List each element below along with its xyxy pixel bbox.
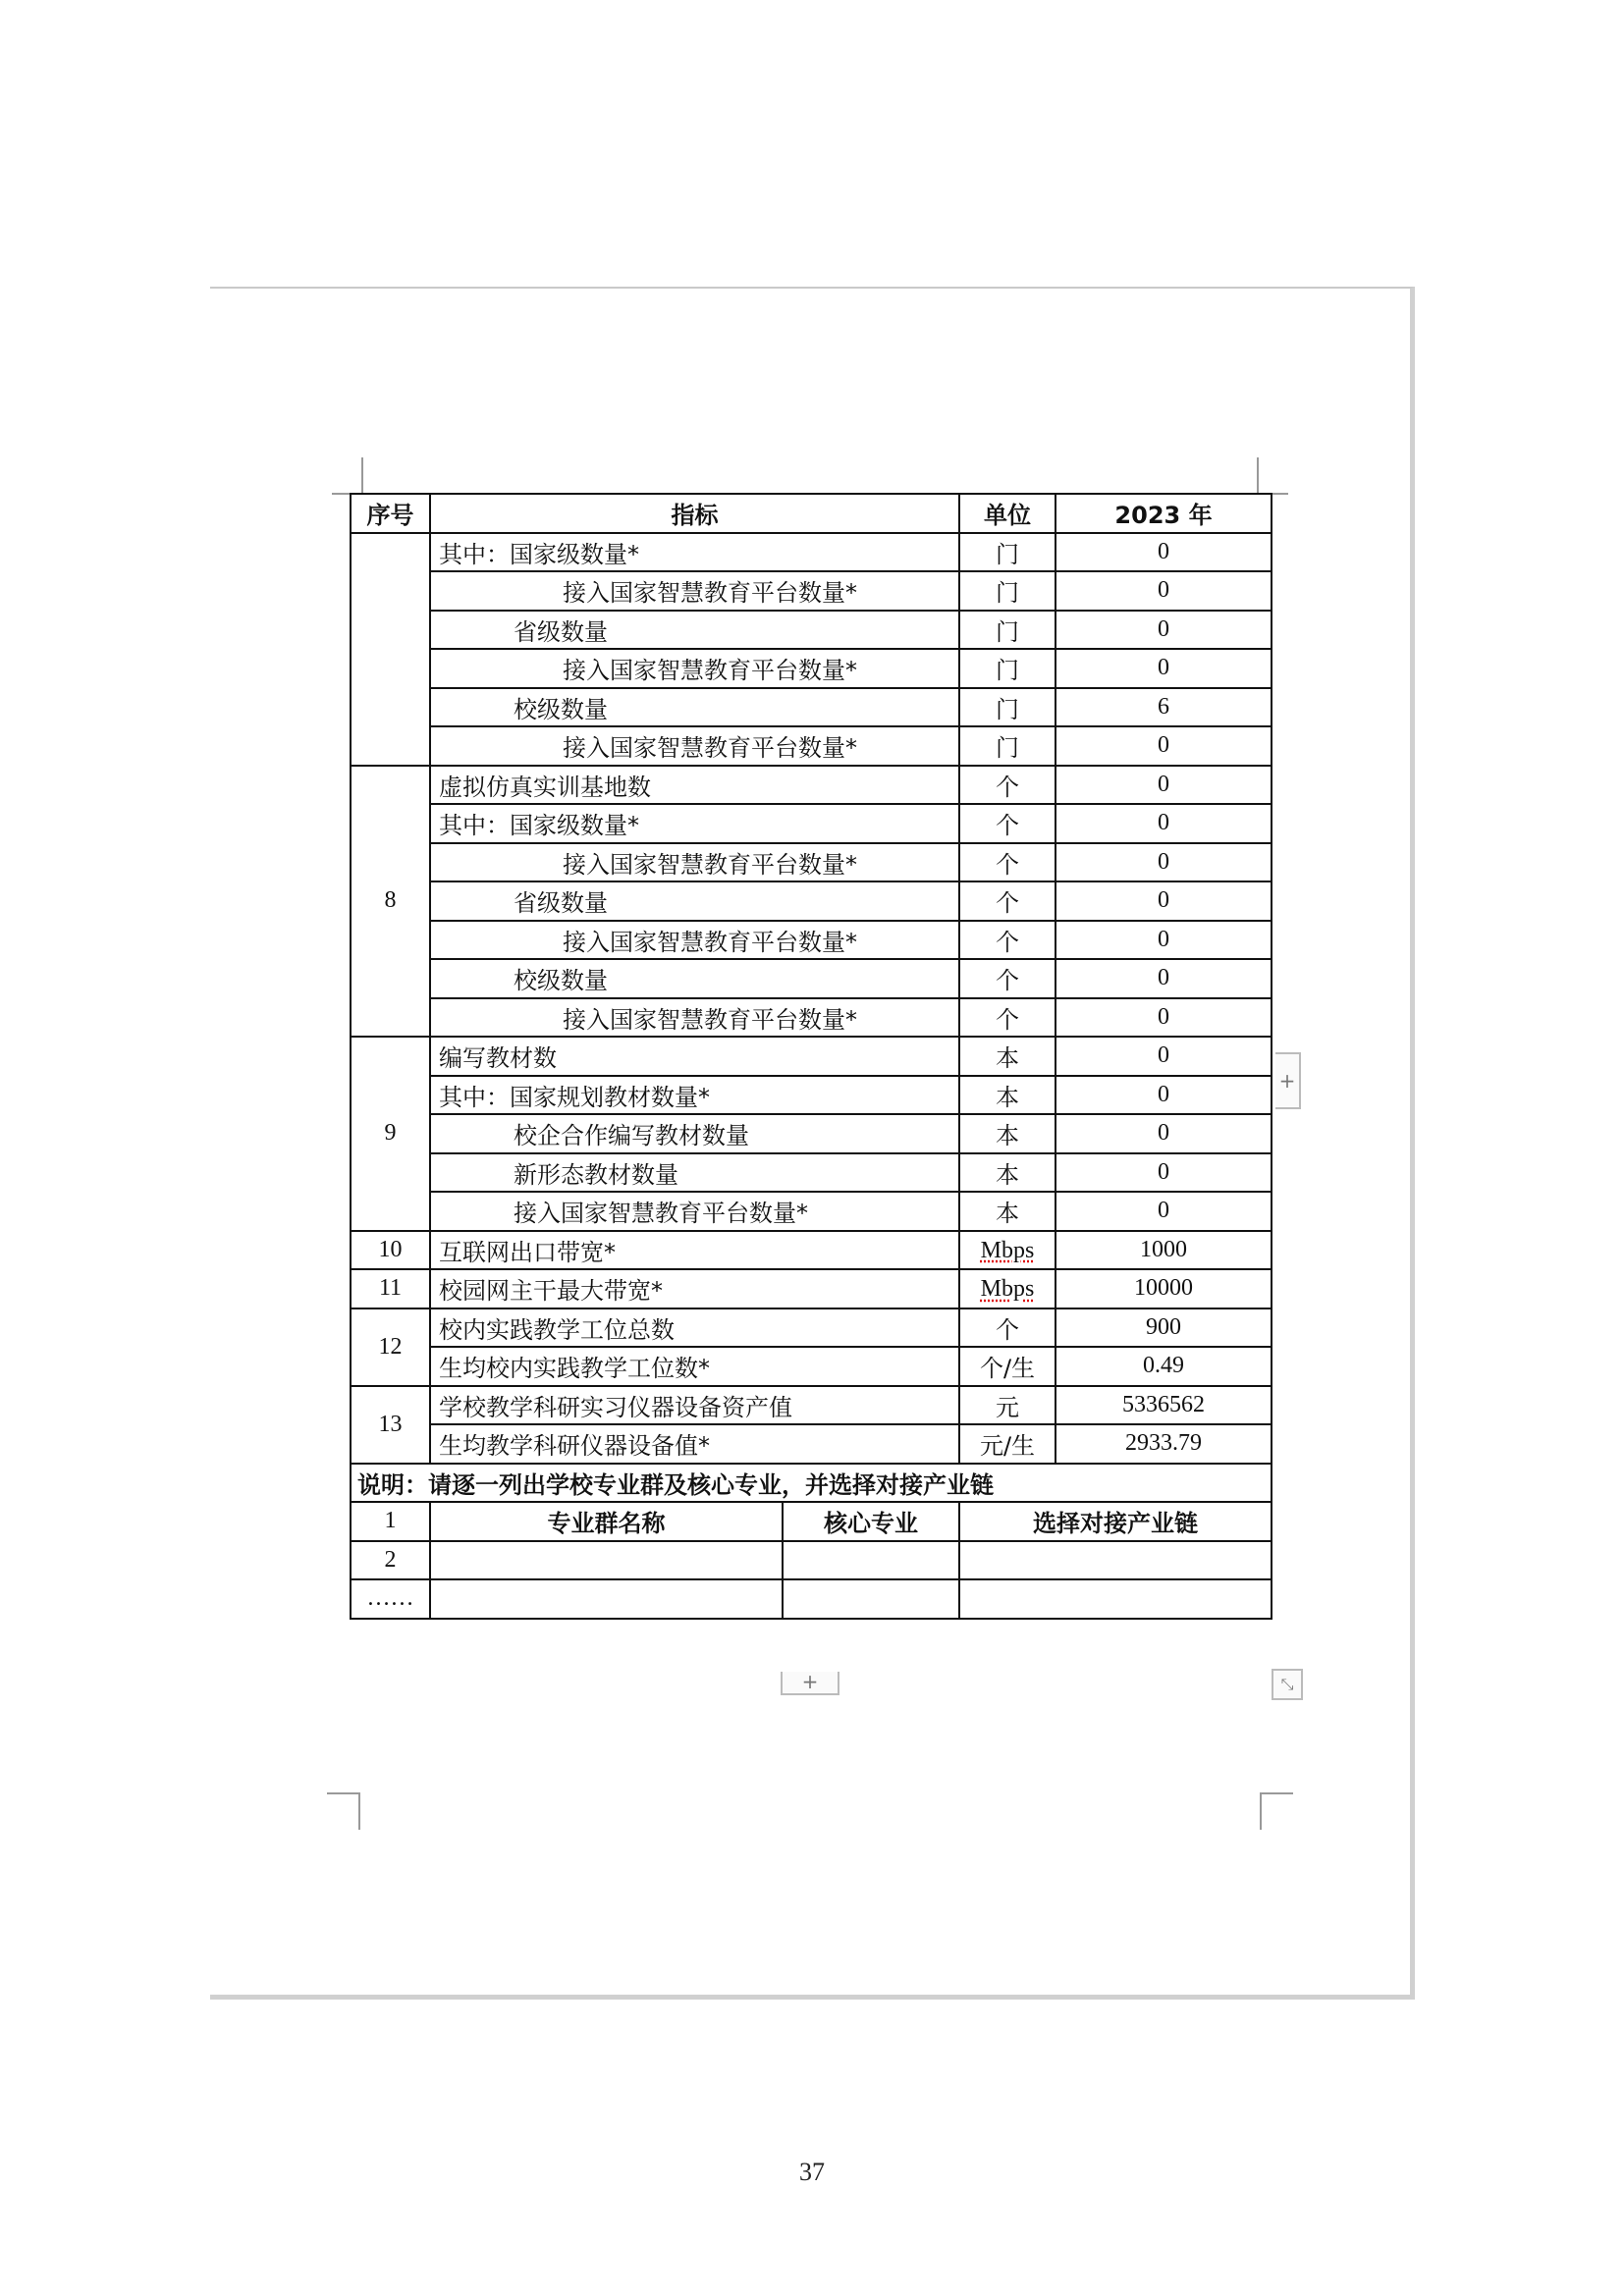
table-row [351, 533, 1272, 572]
value-cell[interactable]: 0 [1056, 1076, 1272, 1115]
add-column-button[interactable]: + [1275, 1052, 1301, 1109]
indicator-cell[interactable]: 省级数量 [430, 611, 959, 650]
seq-cell: 10 [351, 1231, 430, 1270]
unit-cell[interactable]: 门 [959, 533, 1056, 572]
indicator-cell[interactable]: 接入国家智慧教育平台数量* [430, 843, 959, 882]
table-row [351, 1114, 1272, 1153]
empty-cell[interactable] [430, 1579, 783, 1619]
table-header-row [351, 494, 1272, 533]
seq-cell: …… [351, 1579, 430, 1619]
unit-cell[interactable]: 个 [959, 804, 1056, 843]
seq-cell: 9 [351, 1037, 430, 1231]
empty-cell[interactable] [783, 1579, 959, 1619]
empty-cell[interactable] [430, 1541, 783, 1580]
seq-cell [351, 533, 430, 766]
value-cell[interactable]: 0 [1056, 611, 1272, 650]
indicator-cell[interactable]: 校级数量 [430, 688, 959, 727]
indicator-cell[interactable]: 新形态教材数量 [430, 1153, 959, 1193]
value-cell[interactable]: 0 [1056, 959, 1272, 998]
unit-cell[interactable] [959, 1231, 1056, 1270]
table-row [351, 1269, 1272, 1308]
indicator-cell[interactable]: 校内实践教学工位总数 [430, 1308, 959, 1348]
header-indicator: 指标 [430, 494, 959, 533]
indicator-cell[interactable]: 互联网出口带宽* [430, 1231, 959, 1270]
seq-cell: 8 [351, 766, 430, 1038]
unit-cell[interactable]: 个 [959, 766, 1056, 805]
indicator-cell[interactable]: 生均教学科研仪器设备值* [430, 1424, 959, 1464]
page-number: 37 [799, 2158, 825, 2186]
value-cell[interactable]: 5336562 [1056, 1386, 1272, 1425]
value-cell[interactable]: 0 [1056, 804, 1272, 843]
unit-cell[interactable]: 个 [959, 921, 1056, 960]
value-cell[interactable]: 0 [1056, 533, 1272, 572]
indicator-cell[interactable]: 生均校内实践教学工位数* [430, 1347, 959, 1386]
unit-text: Mbps [980, 1237, 1035, 1263]
indicator-cell[interactable]: 编写教材数 [430, 1037, 959, 1076]
empty-cell[interactable] [959, 1541, 1272, 1580]
unit-cell[interactable]: 本 [959, 1037, 1056, 1076]
value-cell[interactable]: 0 [1056, 649, 1272, 688]
value-cell[interactable]: 0 [1056, 1037, 1272, 1076]
empty-cell[interactable] [959, 1579, 1272, 1619]
unit-cell[interactable]: 门 [959, 726, 1056, 766]
value-cell[interactable]: 0 [1056, 881, 1272, 921]
unit-cell[interactable]: 元 [959, 1386, 1056, 1425]
table-row [351, 1037, 1272, 1076]
table-row [351, 1153, 1272, 1193]
sub-table-row [351, 1541, 1272, 1580]
empty-cell[interactable] [783, 1541, 959, 1580]
indicator-cell[interactable]: 虚拟仿真实训基地数 [430, 766, 959, 805]
unit-cell[interactable]: 元/生 [959, 1424, 1056, 1464]
indicator-table [350, 493, 1272, 1620]
value-cell[interactable]: 0 [1056, 843, 1272, 882]
indicator-cell[interactable]: 其中：国家规划教材数量* [430, 1076, 959, 1115]
value-cell[interactable]: 1000 [1056, 1231, 1272, 1270]
value-cell[interactable]: 0 [1056, 998, 1272, 1038]
table-row [351, 881, 1272, 921]
table-row [351, 571, 1272, 611]
header-unit: 单位 [959, 494, 1056, 533]
indicator-cell[interactable]: 接入国家智慧教育平台数量* [430, 921, 959, 960]
indicator-cell[interactable]: 其中：国家级数量* [430, 533, 959, 572]
table-row [351, 1386, 1272, 1425]
seq-cell: 2 [351, 1541, 430, 1580]
table-row [351, 959, 1272, 998]
unit-cell[interactable]: 本 [959, 1076, 1056, 1115]
indicator-cell[interactable]: 接入国家智慧教育平台数量* [430, 571, 959, 611]
table-row [351, 804, 1272, 843]
table-row [351, 1424, 1272, 1464]
indicator-cell[interactable]: 校企合作编写教材数量 [430, 1114, 959, 1153]
indicator-cell[interactable]: 接入国家智慧教育平台数量* [430, 726, 959, 766]
unit-cell[interactable]: 本 [959, 1192, 1056, 1231]
table-resize-handle[interactable]: ⤡ [1272, 1669, 1303, 1700]
table-row [351, 766, 1272, 805]
value-cell[interactable]: 0 [1056, 726, 1272, 766]
header-seq: 序号 [351, 494, 430, 533]
value-cell[interactable]: 0.49 [1056, 1347, 1272, 1386]
value-cell[interactable]: 0 [1056, 571, 1272, 611]
indicator-cell[interactable]: 校级数量 [430, 959, 959, 998]
value-cell[interactable]: 2933.79 [1056, 1424, 1272, 1464]
unit-cell[interactable]: 个/生 [959, 1347, 1056, 1386]
unit-cell[interactable]: 门 [959, 611, 1056, 650]
indicator-cell[interactable]: 接入国家智慧教育平台数量* [430, 649, 959, 688]
seq-cell: 11 [351, 1269, 430, 1308]
table-row [351, 1231, 1272, 1270]
unit-cell[interactable]: 本 [959, 1114, 1056, 1153]
unit-cell[interactable]: 个 [959, 881, 1056, 921]
table-row [351, 843, 1272, 882]
value-cell[interactable]: 6 [1056, 688, 1272, 727]
unit-cell[interactable]: 门 [959, 571, 1056, 611]
sub-table-row [351, 1502, 1272, 1541]
table-row [351, 1192, 1272, 1231]
crop-mark-top-right [1257, 457, 1288, 495]
value-cell[interactable]: 900 [1056, 1308, 1272, 1348]
indicator-cell[interactable]: 其中：国家级数量* [430, 804, 959, 843]
crop-mark-top-left [332, 457, 363, 495]
value-cell[interactable]: 0 [1056, 921, 1272, 960]
header-year: 2023 年 [1056, 494, 1272, 533]
value-cell[interactable]: 0 [1056, 1192, 1272, 1231]
unit-cell[interactable]: 门 [959, 688, 1056, 727]
table-row [351, 1076, 1272, 1115]
table-row [351, 921, 1272, 960]
crop-mark-bottom-left [327, 1792, 360, 1830]
note-cell[interactable]: 说明：请逐一列出学校专业群及核心专业，并选择对接产业链 [351, 1464, 1272, 1503]
value-cell[interactable]: 0 [1056, 766, 1272, 805]
value-cell[interactable]: 10000 [1056, 1269, 1272, 1308]
unit-cell[interactable]: 个 [959, 843, 1056, 882]
table-row [351, 726, 1272, 766]
note-row [351, 1464, 1272, 1503]
unit-cell[interactable]: 个 [959, 998, 1056, 1038]
table-row [351, 1308, 1272, 1348]
unit-cell[interactable]: 个 [959, 1308, 1056, 1348]
seq-cell: 13 [351, 1386, 430, 1464]
indicator-cell[interactable]: 接入国家智慧教育平台数量* [430, 1192, 959, 1231]
unit-cell[interactable] [959, 1269, 1056, 1308]
unit-cell[interactable]: 门 [959, 649, 1056, 688]
table-row [351, 998, 1272, 1038]
sub-header-group-name[interactable]: 专业群名称 [430, 1502, 783, 1541]
crop-mark-bottom-right [1260, 1792, 1293, 1830]
indicator-cell[interactable]: 学校教学科研实习仪器设备资产值 [430, 1386, 959, 1425]
unit-cell[interactable]: 本 [959, 1153, 1056, 1193]
seq-cell: 1 [351, 1502, 430, 1541]
unit-text: Mbps [980, 1276, 1035, 1303]
indicator-cell[interactable]: 接入国家智慧教育平台数量* [430, 998, 959, 1038]
sub-header-core-major[interactable]: 核心专业 [783, 1502, 959, 1541]
value-cell[interactable]: 0 [1056, 1153, 1272, 1193]
unit-cell[interactable]: 个 [959, 959, 1056, 998]
value-cell[interactable]: 0 [1056, 1114, 1272, 1153]
table-row [351, 688, 1272, 727]
table-row [351, 649, 1272, 688]
sub-table-row [351, 1579, 1272, 1619]
table-row [351, 611, 1272, 650]
add-row-button[interactable]: + [781, 1672, 839, 1695]
seq-cell: 12 [351, 1308, 430, 1386]
table-row [351, 1347, 1272, 1386]
indicator-cell[interactable]: 校园网主干最大带宽* [430, 1269, 959, 1308]
sub-header-industry-chain[interactable]: 选择对接产业链 [959, 1502, 1272, 1541]
indicator-cell[interactable]: 省级数量 [430, 881, 959, 921]
